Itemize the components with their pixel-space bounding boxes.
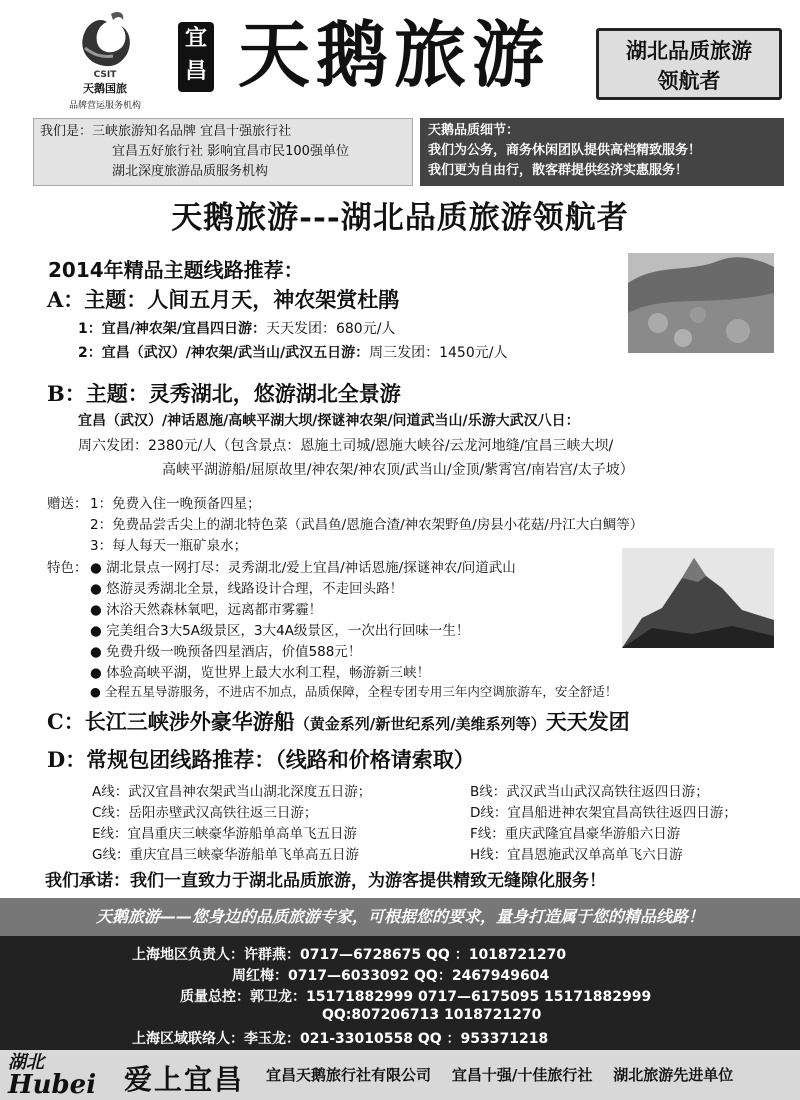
gift-2: 2：免费品尝舌尖上的湖北特色菜（武昌鱼/恩施合渣/神农架野鱼/房县小花菇/丹江大白鲷等） <box>90 517 644 533</box>
quality-box <box>420 118 784 186</box>
contact-block <box>0 936 800 1050</box>
hubei-logo <box>8 1052 108 1098</box>
route-right: H线：宜昌恩施武汉单高单飞六日游 <box>470 847 683 863</box>
section-a-route2 <box>78 342 507 362</box>
gifts-label: 赠送： <box>47 496 88 512</box>
slogan-line1: 湖北品质旅游 <box>626 39 752 63</box>
route1-detail: 天天发团：680元/人 <box>265 321 396 337</box>
route1-label: 1：宜昌/神农架/宜昌四日游： <box>78 321 266 337</box>
feature-item: ● 免费升级一晚预备四星酒店，价值588元！ <box>90 644 362 660</box>
love-yichang: 爱上宜昌 <box>124 1063 245 1096</box>
logo-letters: CSIT <box>93 70 117 80</box>
company-logo <box>50 8 160 111</box>
recommend-title: 2014年精品主题线路推荐： <box>48 258 304 282</box>
intro-line3: 湖北深度旅游品质服务机构 <box>112 164 269 179</box>
slogan-banner: 天鹅旅游——您身边的品质旅游专家，可根据您的要求，量身打造属于您的精品线路！ <box>0 898 800 936</box>
section-c-prefix: C：长江三峡涉外豪华游船 <box>47 709 295 734</box>
gift-1: 1：免费入住一晚预备四星； <box>90 496 261 512</box>
contact-value: 0717—6033092 QQ：2467949604 <box>288 968 550 984</box>
hubei-logo-cn: 湖北 <box>8 1052 44 1073</box>
feature-item: ● 悠游灵秀湖北全景，线路设计合理，不走回头路！ <box>90 581 404 597</box>
contact-value: 15171882999 0717—6175095 15171882999 <box>306 989 652 1005</box>
intro-line2: 宜昌五好旅行社 影响宜昌市民100强单位 <box>112 144 349 159</box>
section-a-route1 <box>78 318 395 338</box>
gift-3: 3：每人每天一瓶矿泉水； <box>90 538 248 554</box>
logo-tagline: 品牌营运服务机构 <box>68 101 141 111</box>
section-d-title: D：常规包团线路推荐：（线路和价格请索取） <box>47 747 475 772</box>
feature-item: ● 完美组合3大5A级景区，3大4A级景区，一次出行回味一生！ <box>90 623 470 639</box>
section-c-series: （黄金系列/新世纪系列/美维系列等） <box>294 715 546 733</box>
section-b-price2: 高峡平湖游船/屈原故里/神农架/神农顶/武当山/金顶/紫霄宫/南岩宫/太子坡） <box>162 462 634 478</box>
contact-label: 质量总控：郭卫龙： <box>180 989 306 1005</box>
route-left: C线：岳阳赤壁武汉高铁往返三日游； <box>92 805 318 821</box>
contact-label: 上海区域联络人：李玉龙： <box>132 1031 300 1047</box>
section-b-title: B：主题：灵秀湖北，悠游湖北全景游 <box>47 381 401 406</box>
route-left: A线：武汉宜昌神农架武当山湖北深度五日游； <box>92 784 372 800</box>
intro-box <box>33 118 413 186</box>
brand-title: 天鹅旅游 <box>238 12 551 97</box>
contact-label: 周红梅： <box>232 968 288 984</box>
route-left: G线：重庆宜昌三峡豪华游船单飞单高五日游 <box>92 847 359 863</box>
contact-value: 021-33010558 QQ ：953371218 <box>300 1031 549 1047</box>
feature-item: ● 体验高峡平湖，览世界上最大水利工程，畅游新三峡！ <box>90 665 431 681</box>
footer-company: 宜昌天鹅旅行社有限公司 宜昌十强/十佳旅行社 湖北旅游先进单位 <box>266 1066 734 1084</box>
intro-line1: 我们是：三峡旅游知名品牌 宜昌十强旅行社 <box>40 124 292 139</box>
footer <box>0 1050 800 1100</box>
route-right: F线：重庆武隆宜昌豪华游船六日游 <box>470 826 681 842</box>
route-right: D线：宜昌船进神农架宜昌高铁往返四日游； <box>470 805 737 821</box>
feature-item: ● 沐浴天然森林氧吧，远离都市雾霾！ <box>90 602 323 618</box>
azalea-mountain-photo <box>628 253 774 353</box>
header <box>0 0 800 118</box>
features-label: 特色： <box>47 560 88 576</box>
promise-text: 我们承诺：我们一直致力于湖北品质旅游，为游客提供精致无缝隙化服务！ <box>45 871 606 891</box>
route2-detail: 周三发团：1450元/人 <box>369 345 508 361</box>
quality-title: 天鹅品质细节： <box>428 123 520 138</box>
feature-item: ● 全程五星导游服务，不进店不加点，品质保障，全程专团专用三年内空调旅游车，安全舒适！ <box>90 684 618 699</box>
hubei-logo-en: Hubei <box>8 1070 97 1100</box>
yichang-badge <box>178 22 214 92</box>
contact-label: 上海地区负责人：许群燕： <box>132 947 300 963</box>
contact-row-3 <box>180 986 651 1006</box>
section-a-title: A：主题：人间五月天，神农架赏杜鹃 <box>47 287 400 312</box>
contact-row-1 <box>132 944 566 964</box>
route-left: E线：宜昌重庆三峡豪华游船单高单飞五日游 <box>92 826 358 842</box>
contact-value: QQ:807206713 1018721270 <box>322 1007 542 1023</box>
contact-row-4 <box>322 1007 541 1023</box>
feature-item: ● 湖北景点一网打尽：灵秀湖北/爱上宜昌/神话恩施/探谜神农/问道武山 <box>90 560 516 576</box>
route2-label: 2：宜昌（武汉）/神农架/武当山/武汉五日游： <box>78 345 370 361</box>
section-b-route: 宜昌（武汉）/神话恩施/高峡平湖大坝/探谜神农架/问道武当山/乐游大武汉八日： <box>78 413 580 429</box>
section-b-price: 周六发团：2380元/人（包含景点：恩施土司城/恩施大峡谷/云龙河地缝/宜昌三峡大坝/ <box>78 438 614 454</box>
route-right: B线：武汉武当山武汉高铁往返四日游； <box>470 784 709 800</box>
contact-row-2 <box>232 965 549 985</box>
logo-name: 天鹅国旅 <box>83 82 127 95</box>
yichang-top: 宜 <box>184 25 207 51</box>
contact-value: 0717—6728675 QQ ：1018721270 <box>300 947 567 963</box>
contact-row-5 <box>132 1028 548 1048</box>
quality-line2: 我们更为自由行，散客群提供经济实惠服务！ <box>428 163 689 178</box>
quality-line1: 我们为公务，商务休闲团队提供高档精致服务！ <box>428 143 702 158</box>
swan-icon <box>65 8 145 70</box>
mountain-peak-photo <box>622 548 774 648</box>
headline: 天鹅旅游---湖北品质旅游领航者 <box>171 200 629 236</box>
section-c-suffix: 天天发团 <box>545 709 630 734</box>
yichang-bottom: 昌 <box>184 58 207 84</box>
slogan-box <box>596 28 782 100</box>
slogan-line2: 领航者 <box>657 69 721 93</box>
section-c <box>47 706 630 736</box>
